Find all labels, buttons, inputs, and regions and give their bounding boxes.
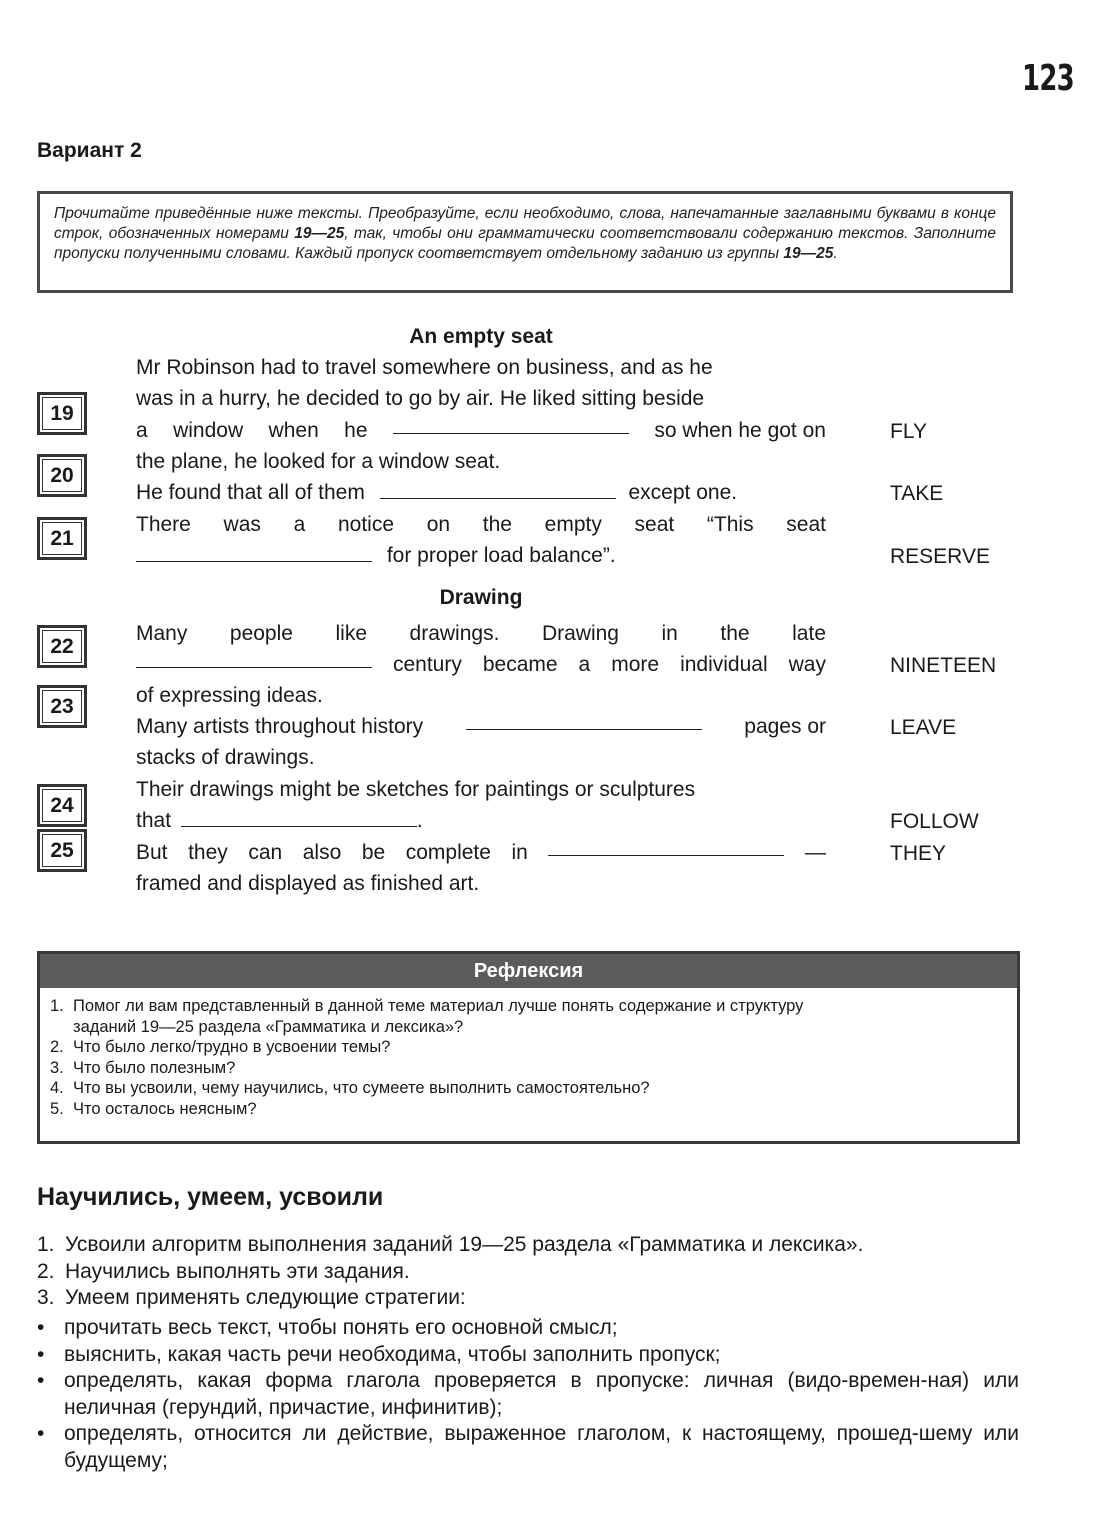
word: when xyxy=(268,419,319,442)
item-number: 2. xyxy=(50,1038,64,1056)
task-number-box: 19 xyxy=(37,392,87,435)
text1-line-2: was in a hurry, he decided to go by air. He liked sitting beside xyxy=(136,387,705,410)
item-number xyxy=(50,1017,73,1038)
instructions-text: , так, чтобы они грамматически соответствовали содержанию текстов. Заполните пропуски полученными словами. Каждый пропуск соответствует отдельному заданию из группы xyxy=(54,225,996,262)
word: can xyxy=(248,841,283,864)
keyword: FOLLOW xyxy=(890,810,979,833)
list-item xyxy=(37,1232,1027,1259)
word: more xyxy=(611,653,660,676)
text2-line-9: framed and displayed as finished art. xyxy=(136,872,480,895)
item-number: 1. xyxy=(37,1233,55,1256)
word: individual xyxy=(680,653,768,676)
text1-line-7 xyxy=(136,540,616,571)
item-text: Что было легко/трудно в усвоении темы? xyxy=(73,1038,391,1056)
answer-blank-23[interactable] xyxy=(466,711,702,730)
line-start: He found that all of them xyxy=(136,481,365,504)
word: But xyxy=(136,841,168,864)
line-end: for proper load balance”. xyxy=(386,544,616,567)
item-text: Что вы усвоили, чему научились, что сумеете выполнить самостоятельно? xyxy=(73,1079,650,1097)
word: way xyxy=(788,653,826,676)
list-item xyxy=(50,996,1001,1017)
word: a xyxy=(293,513,306,536)
list-item xyxy=(50,1078,1001,1099)
task-number-box: 25 xyxy=(37,829,87,872)
reflection-title: Рефлексия xyxy=(40,954,1017,988)
keyword: TAKE xyxy=(890,482,944,505)
line-start: that xyxy=(136,809,172,832)
instructions-range: 19—25 xyxy=(783,245,834,262)
bullet-icon: • xyxy=(37,1342,45,1366)
variant-title: Вариант 2 xyxy=(37,139,142,162)
line-end: pages or xyxy=(744,715,826,738)
text1-title: An empty seat xyxy=(409,325,553,348)
task-number-box: 20 xyxy=(37,454,87,497)
word: was xyxy=(223,513,261,536)
item-text: определять, относится ли действие, выраженное глаголом, к настоящему, прошед-шему или будущему; xyxy=(64,1422,1019,1472)
word: complete xyxy=(405,841,491,864)
task-number-box: 22 xyxy=(37,625,87,668)
page-number: 123 xyxy=(1022,58,1074,99)
reflection-box xyxy=(37,951,1020,1144)
word: on xyxy=(426,513,451,536)
learned-list xyxy=(37,1232,1027,1312)
item-number: 4. xyxy=(50,1079,64,1097)
answer-blank-20[interactable] xyxy=(380,480,616,499)
text1-line-3 xyxy=(136,415,826,446)
item-number: 2. xyxy=(37,1259,55,1283)
keyword: NINETEEN xyxy=(890,654,997,677)
item-number: 3. xyxy=(50,1058,64,1077)
task-number-box: 24 xyxy=(37,784,87,827)
item-text: Умеем применять следующие стратегии: xyxy=(65,1286,466,1309)
keyword: FLY xyxy=(890,420,927,443)
word: the xyxy=(482,513,512,536)
text1-line-1: Mr Robinson had to travel somewhere on business, and as he xyxy=(136,356,713,379)
word: a xyxy=(578,653,591,676)
line-end: except one. xyxy=(628,481,738,504)
word: “This xyxy=(706,513,754,536)
word: window xyxy=(173,419,244,442)
text1-line-5 xyxy=(136,477,737,508)
word: century xyxy=(392,653,462,676)
answer-blank-19[interactable] xyxy=(393,415,629,434)
text1-line-6 xyxy=(136,509,826,540)
word: people xyxy=(229,622,293,645)
keyword: LEAVE xyxy=(890,716,957,739)
line-end: . xyxy=(416,809,423,832)
word: There xyxy=(136,513,191,536)
list-item xyxy=(37,1259,1027,1286)
item-text: выяснить, какая часть речи необходима, чтобы заполнить пропуск; xyxy=(64,1342,721,1366)
list-item xyxy=(50,1099,1001,1120)
list-item xyxy=(37,1285,1027,1312)
text2-title: Drawing xyxy=(439,586,523,609)
text2-line-2 xyxy=(136,649,826,680)
word: be xyxy=(361,841,386,864)
word: empty xyxy=(544,513,602,536)
word: drawings. xyxy=(409,622,500,645)
text2-line-5: stacks of drawings. xyxy=(136,746,315,769)
list-item xyxy=(37,1342,1019,1369)
word: became xyxy=(482,653,558,676)
task-number-box: 23 xyxy=(37,685,87,728)
task-number-box: 21 xyxy=(37,517,87,560)
answer-blank-21[interactable] xyxy=(136,543,372,562)
list-item xyxy=(37,1421,1019,1474)
item-number: 1. xyxy=(50,997,64,1015)
item-text: Научились выполнять эти задания. xyxy=(65,1259,410,1283)
word: in xyxy=(511,841,528,864)
text2-line-1 xyxy=(136,618,826,649)
list-item xyxy=(50,1037,1001,1058)
word: late xyxy=(792,622,826,645)
word: like xyxy=(335,622,367,645)
answer-blank-24[interactable] xyxy=(181,808,417,827)
instructions-text: . xyxy=(833,245,838,262)
reflection-list xyxy=(40,988,1017,1119)
section-title: Научились, умеем, усвоили xyxy=(37,1183,384,1211)
keyword: THEY xyxy=(890,842,947,865)
word: Many xyxy=(136,622,188,645)
instructions-text: Прочитайте приведённые ниже тексты. Преобразуйте, если необходимо, слова, напечатанные заглавными буквами в конце строк, обозначенных номерами xyxy=(54,205,996,242)
instructions-range: 19—25 xyxy=(294,225,345,242)
word: he xyxy=(344,419,368,442)
item-text: Помог ли вам представленный в данной теме материал лучше понять содержание и структуру xyxy=(73,997,804,1015)
item-text: Что осталось неясным? xyxy=(73,1099,257,1118)
word: they xyxy=(188,841,228,864)
word: in xyxy=(661,622,678,645)
instructions-box xyxy=(37,191,1013,293)
item-number: 5. xyxy=(50,1099,64,1118)
word: the xyxy=(720,622,750,645)
bullet-icon: • xyxy=(37,1422,45,1445)
list-item xyxy=(37,1315,1019,1342)
list-item xyxy=(37,1368,1019,1421)
item-text: Усвоили алгоритм выполнения заданий 19—25 раздела «Грамматика и лексика». xyxy=(65,1233,864,1256)
item-number: 3. xyxy=(37,1286,55,1309)
word: seat xyxy=(786,513,826,536)
text1-line-4: the plane, he looked for a window seat. xyxy=(136,450,501,473)
item-text: заданий 19—25 раздела «Грамматика и лексика»? xyxy=(73,1017,464,1036)
item-text: прочитать весь текст, чтобы понять его основной смысл; xyxy=(64,1316,618,1339)
bullet-icon: • xyxy=(37,1369,45,1392)
text2-line-3: of expressing ideas. xyxy=(136,684,323,707)
keyword: RESERVE xyxy=(890,545,990,568)
text2-line-7 xyxy=(136,805,423,836)
strategy-list xyxy=(37,1315,1019,1474)
text2-line-8 xyxy=(136,837,826,868)
word: Drawing xyxy=(541,622,619,645)
line-end: so when he got on xyxy=(654,419,826,442)
list-item xyxy=(50,1058,1001,1079)
line-start: Many artists throughout history xyxy=(136,715,424,738)
answer-blank-25[interactable] xyxy=(548,837,784,856)
line-end: — xyxy=(804,841,826,864)
word: also xyxy=(302,841,342,864)
item-text: определять, какая форма глагола проверяется в пропуске: личная (видо-времен-ная) или неличная (герундий, причастие, инфинитив); xyxy=(64,1369,1019,1419)
list-item xyxy=(50,1017,1001,1038)
text2-line-6: Their drawings might be sketches for paintings or sculptures xyxy=(136,778,696,801)
answer-blank-22[interactable] xyxy=(136,649,372,668)
bullet-icon: • xyxy=(37,1316,45,1339)
word: notice xyxy=(337,513,395,536)
item-text: Что было полезным? xyxy=(73,1058,236,1077)
word: seat xyxy=(634,513,675,536)
word: a xyxy=(136,419,148,442)
text2-line-4 xyxy=(136,711,826,742)
